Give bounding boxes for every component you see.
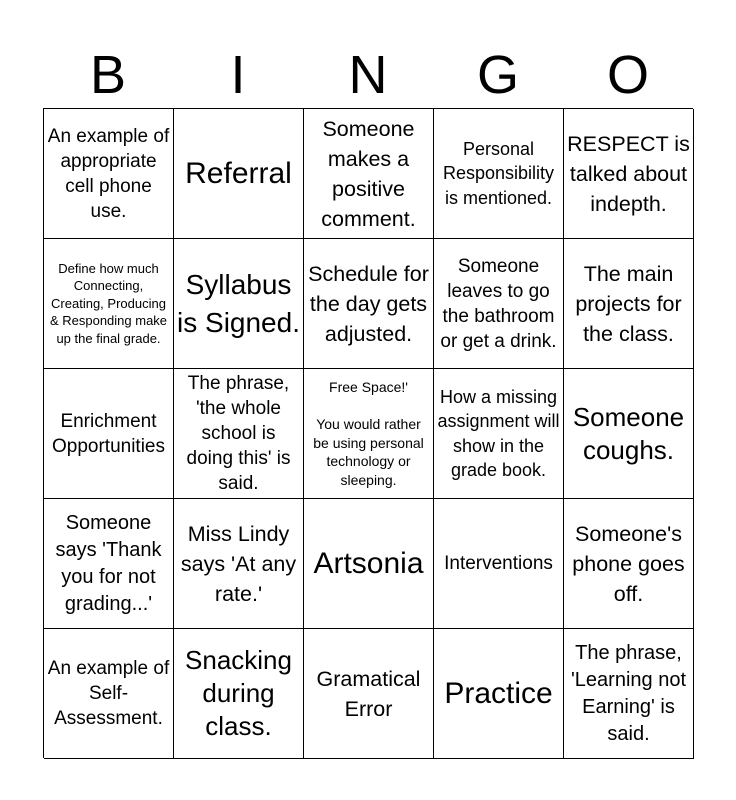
bingo-cell-r3-c4[interactable] xyxy=(434,369,564,499)
header-letter-i: I xyxy=(230,45,246,105)
cell-text: Syllabus is Signed. xyxy=(177,268,300,338)
bingo-cell-r3-c1[interactable] xyxy=(44,369,174,499)
bingo-cell-r1-c5[interactable] xyxy=(564,109,694,239)
bingo-cell-r5-c1[interactable] xyxy=(44,629,174,759)
bingo-cell-r2-c2[interactable] xyxy=(174,239,304,369)
bingo-cell-r5-c3[interactable] xyxy=(304,629,434,759)
bingo-header xyxy=(43,44,693,106)
cell-text: How a missing assignment will show in the grade book. xyxy=(437,386,560,480)
bingo-board xyxy=(43,108,693,758)
bingo-cell-r4-c2[interactable] xyxy=(174,499,304,629)
header-letter-o: O xyxy=(606,45,649,105)
cell-text: Interventions xyxy=(444,553,553,574)
cell-text: An example of Self-Assessment. xyxy=(47,658,170,729)
header-letter-n: N xyxy=(348,45,388,105)
bingo-cell-r3-c2[interactable] xyxy=(174,369,304,499)
cell-text: Someone makes a positive comment. xyxy=(321,116,416,231)
bingo-cell-r5-c4[interactable] xyxy=(434,629,564,759)
bingo-cell-r2-c3[interactable] xyxy=(304,239,434,369)
cell-text: Define how much Connecting, Creating, Producing & Responding make up the final grade. xyxy=(49,260,168,346)
header-letter-b: B xyxy=(89,45,127,105)
cell-text: RESPECT is talked about indepth. xyxy=(567,131,690,216)
bingo-cell-r4-c5[interactable] xyxy=(564,499,694,629)
bingo-cell-r4-c4[interactable] xyxy=(434,499,564,629)
cell-text: Someone coughs. xyxy=(572,401,685,465)
cell-text: Someone leaves to go the bathroom or get a drink. xyxy=(440,255,557,352)
cell-text: Miss Lindy says 'At any rate.' xyxy=(180,521,297,606)
bingo-cell-r5-c2[interactable] xyxy=(174,629,304,759)
bingo-cell-r1-c3[interactable] xyxy=(304,109,434,239)
bingo-cell-r2-c4[interactable] xyxy=(434,239,564,369)
cell-text: The main projects for the class. xyxy=(575,261,682,346)
cell-text: Gramatical Error xyxy=(316,666,421,721)
bingo-cell-r1-c4[interactable] xyxy=(434,109,564,239)
bingo-cell-r2-c5[interactable] xyxy=(564,239,694,369)
cell-text: Referral xyxy=(185,156,292,190)
bingo-cell-r4-c3[interactable] xyxy=(304,499,434,629)
cell-text: The phrase, 'the whole school is doing this' is said. xyxy=(186,373,291,494)
bingo-cell-r3-c5[interactable] xyxy=(564,369,694,499)
cell-text: Someone's phone goes off. xyxy=(572,521,685,606)
cell-text: Practice xyxy=(444,676,553,710)
bingo-cell-r1-c1[interactable] xyxy=(44,109,174,239)
bingo-cell-r4-c1[interactable] xyxy=(44,499,174,629)
bingo-cell-r1-c2[interactable] xyxy=(174,109,304,239)
cell-text: Someone says 'Thank you for not grading...' xyxy=(55,511,162,615)
bingo-cell-r2-c1[interactable] xyxy=(44,239,174,369)
cell-text: The phrase, 'Learning not Earning' is said. xyxy=(570,641,687,745)
free-space-text: Free Space!' You would rather be using personal technology or sleeping. xyxy=(313,379,424,488)
cell-text: Personal Responsibility is mentioned. xyxy=(442,138,555,208)
cell-text: An example of appropriate cell phone use. xyxy=(47,125,170,222)
cell-text: Artsonia xyxy=(313,546,424,580)
free-space-cell[interactable] xyxy=(304,369,434,499)
bingo-cell-r5-c5[interactable] xyxy=(564,629,694,759)
cell-text: Snacking during class. xyxy=(185,645,292,741)
cell-text: Schedule for the day gets adjusted. xyxy=(308,261,429,346)
cell-text: Enrichment Opportunities xyxy=(51,410,165,457)
header-letter-g: G xyxy=(476,45,519,105)
